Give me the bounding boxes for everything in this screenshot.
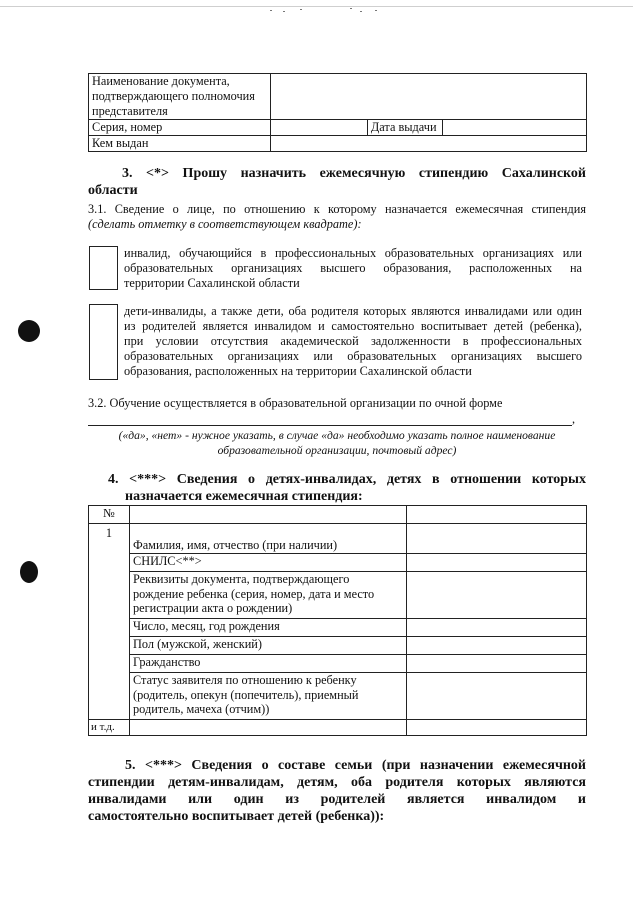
value-birth-doc[interactable]: [407, 572, 587, 619]
row-number: 1: [89, 524, 130, 720]
series-number-label: Серия, номер: [89, 120, 271, 136]
section3-heading: 3. <*> Прошу назначить ежемесячную стипендию Сахалинской: [122, 166, 586, 181]
field-citizenship: Гражданство: [130, 655, 407, 673]
field-fio: Фамилия, имя, отчество (при наличии): [130, 524, 407, 554]
field-applicant-status: Статус заявителя по отношению к ребенку (родитель, опекун (попечитель), приемный родитель, мачеха (отчим)): [130, 673, 407, 720]
doc-name-line: представителя: [92, 104, 168, 118]
sub32-comma: ,: [572, 412, 576, 426]
section3-heading-cont: области: [88, 183, 138, 198]
doc-name-line: Наименование документа,: [92, 74, 230, 88]
option2-checkbox[interactable]: [89, 304, 118, 380]
value-sex[interactable]: [407, 637, 587, 655]
option1-line: образовательных организациях высшего образования, расположенных на: [124, 261, 582, 275]
series-number-value[interactable]: [271, 120, 367, 136]
section5-heading: [88, 757, 586, 825]
section4-heading: 4. <***> Сведения о детях-инвалидах, детях в отношении которых: [108, 472, 586, 487]
doc-name-value[interactable]: [271, 74, 587, 120]
option1-text: [124, 246, 582, 291]
section4-heading-cont: назначается ежемесячная стипендия:: [125, 489, 363, 504]
option2-line: образования, расположенных на территории Сахалинской области: [124, 364, 472, 378]
top-edge-line: [0, 6, 633, 7]
sub32-note-line: («да», «нет» - нужное указать, в случае «да» необходимо указать полное наименование: [118, 429, 556, 442]
issue-date-label: Дата выдачи: [367, 120, 442, 136]
field-birth-doc: Реквизиты документа, подтверждающего рождение ребенка (серия, номер, дата и место регистрации акта о рождении): [130, 572, 407, 619]
section5-line: стипендии детям-инвалидам, детям, оба родителя которых являются: [88, 775, 586, 790]
option1-line: территории Сахалинской области: [124, 276, 300, 290]
option2-line: дети-инвалиды, а также дети, оба родителя которых являются инвалидами или один: [124, 304, 582, 318]
sub32-note-line: образовательной организации, почтовый адрес): [217, 444, 457, 457]
issued-by-value[interactable]: [271, 136, 587, 152]
etc-field[interactable]: [130, 720, 407, 736]
field-sex: Пол (мужской, женский): [130, 637, 407, 655]
sub32-text: 3.2. Обучение осуществляется в образовательной организации по очной форме: [88, 396, 503, 410]
sub31-text: 3.1. Сведение о лице, по отношению к которому назначается ежемесячная стипендия: [88, 202, 586, 216]
field-snils: СНИЛС<**>: [130, 554, 407, 572]
option2-line: образовательных организациях или образовательных организациях высшего: [124, 349, 582, 363]
issue-date-value[interactable]: [442, 120, 586, 136]
value-snils[interactable]: [407, 554, 587, 572]
value-fio[interactable]: [407, 524, 587, 554]
option2-line: из родителей является инвалидом и самостоятельно воспитывает детей (ребенка),: [124, 319, 582, 333]
representative-document-table: [88, 73, 587, 152]
sub32-note: [88, 428, 586, 458]
issued-by-label: Кем выдан: [89, 136, 271, 152]
scan-speck: [375, 10, 377, 11]
col-value-header: [407, 506, 587, 524]
sub32-answer-line[interactable]: [88, 425, 572, 426]
option1-checkbox[interactable]: [89, 246, 118, 290]
value-applicant-status[interactable]: [407, 673, 587, 720]
scan-speck: [283, 11, 285, 12]
col-number-header: №: [89, 506, 130, 524]
col-field-header: [130, 506, 407, 524]
scan-speck: [270, 10, 272, 11]
children-table: [88, 505, 587, 736]
option2-line: при условии отсутствия академической задолженности в профессиональных: [124, 334, 582, 348]
row-etc: и т.д.: [89, 720, 130, 736]
punch-hole: [18, 320, 40, 342]
etc-value[interactable]: [407, 720, 587, 736]
punch-hole: [20, 561, 38, 583]
value-citizenship[interactable]: [407, 655, 587, 673]
section5-line: 5. <***> Сведения о составе семьи (при назначении ежемесячной: [125, 758, 586, 773]
doc-name-line: подтверждающего полномочия: [92, 89, 255, 103]
value-birth-date[interactable]: [407, 619, 587, 637]
section5-line: самостоятельно воспитывает детей (ребенка)):: [88, 809, 385, 824]
scan-speck: [350, 8, 352, 9]
scan-speck: [360, 11, 362, 12]
field-birth-date: Число, месяц, год рождения: [130, 619, 407, 637]
section5-line: инвалидами или один из родителей является инвалидом и: [88, 792, 586, 807]
option1-line: инвалид, обучающийся в профессиональных образовательных организациях или: [124, 246, 582, 260]
doc-name-label: [89, 74, 271, 120]
option2-text: [124, 304, 582, 379]
sub31-instruction: (сделать отметку в соответствующем квадрате):: [88, 217, 362, 231]
scan-speck: [300, 9, 302, 10]
